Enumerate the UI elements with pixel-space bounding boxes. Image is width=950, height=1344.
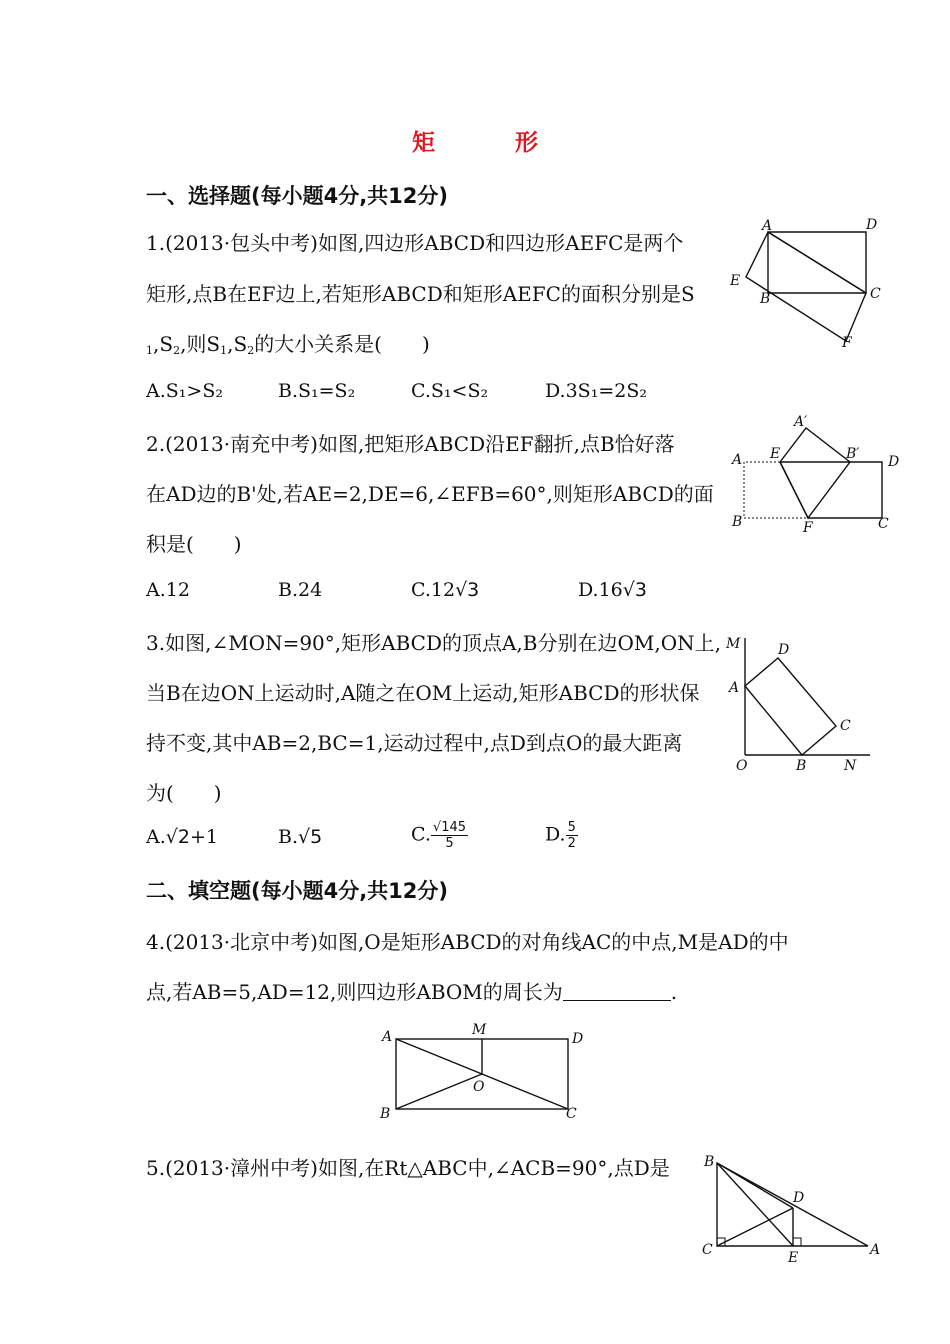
section-heading-fill: 二、填空题(每小题4分,共12分) (146, 879, 449, 903)
q5-segment-bd (717, 1163, 793, 1208)
q4-label-m: M (472, 1022, 487, 1038)
q1-label-c: C (870, 286, 881, 302)
q2-label-a: A (732, 452, 743, 468)
q2-folded-quad (780, 428, 850, 518)
q2-option-c: C.12√3 (411, 579, 480, 601)
q3-label-m: M (726, 636, 741, 652)
q2-option-b: B.24 (278, 579, 323, 601)
q3-option-d: D. $\frac{5}{2}$ (545, 820, 576, 851)
q3-figure (720, 630, 880, 775)
q1-option-c: C.S₁<S₂ (411, 380, 489, 402)
q1-option-b: B.S₁=S₂ (278, 380, 356, 402)
q1-option-a: A.S₁>S₂ (146, 380, 223, 402)
q2-label-f: F (803, 520, 813, 536)
q3-rect-abcd (745, 658, 836, 755)
q3-text-line2: 当B在边ON上运动时,A随之在OM上运动,矩形ABCD的形状保 (146, 681, 700, 705)
q5-label-c: C (702, 1242, 713, 1258)
q5-label-e: E (788, 1250, 799, 1266)
q1-option-d: D.3S₁=2S₂ (545, 380, 647, 402)
q5-segment-cd (717, 1208, 793, 1246)
q5-figure (700, 1148, 890, 1268)
q4-label-c: C (566, 1106, 577, 1122)
q3-label-n: N (844, 758, 857, 774)
q3-label-b: B (796, 758, 807, 774)
q4-answer-blank[interactable] (563, 982, 671, 1001)
q4-text-line1: 4.(2013·北京中考)如图,O是矩形ABCD的对角线AC的中点,M是AD的中 (146, 930, 789, 954)
q5-right-angle-e (793, 1238, 801, 1246)
q2-label-e: E (770, 446, 781, 462)
q2-text-line2: 在AD边的B'处,若AE=2,DE=6,∠EFB=60°,则矩形ABCD的面 (146, 482, 714, 506)
q4-segment-bo (396, 1074, 482, 1109)
q1-label-f: F (842, 335, 852, 351)
q4-label-d: D (572, 1031, 584, 1047)
q2-option-a: A.12 (146, 579, 190, 601)
q3-text-line1: 3.如图,∠MON=90°,矩形ABCD的顶点A,B分别在边OM,ON上, (146, 631, 721, 655)
q5-segment-bd-extension (717, 1163, 793, 1246)
q3-text-line3: 持不变,其中AB=2,BC=1,运动过程中,点D到点O的最大距离 (146, 731, 683, 755)
q5-text-line1: 5.(2013·漳州中考)如图,在Rt△ABC中,∠ACB=90°,点D是 (146, 1156, 670, 1180)
q2-label-d: D (888, 454, 900, 470)
q4-label-o: O (473, 1079, 485, 1095)
q3-label-a: A (729, 680, 740, 696)
q3-label-d: D (778, 642, 790, 658)
q1-text-line2: 矩形,点B在EF边上,若矩形ABCD和矩形AEFC的面积分别是S (146, 282, 695, 306)
q4-figure (370, 1015, 600, 1125)
q3-option-b: B.√5 (278, 826, 323, 848)
q1-figure (720, 210, 910, 355)
q2-option-d: D.16√3 (578, 579, 647, 601)
q1-rect-aefc (746, 232, 866, 341)
q2-text-line3: 积是( ) (146, 532, 242, 556)
q1-label-a: A (762, 218, 773, 234)
q2-text-line1: 2.(2013·南充中考)如图,把矩形ABCD沿EF翻折,点B恰好落 (146, 432, 675, 456)
q2-fold-ef (780, 462, 808, 518)
q2-rect-outline (780, 462, 882, 518)
q1-label-b: B (760, 291, 771, 307)
q4-label-b: B (380, 1106, 391, 1122)
q5-label-d: D (793, 1190, 805, 1206)
q2-label-a1: A′ (794, 414, 808, 430)
q5-label-a: A (870, 1242, 881, 1258)
q3-label-o: O (736, 758, 748, 774)
q5-label-b: B (704, 1154, 715, 1170)
q2-label-b1: B′ (846, 446, 860, 462)
q3-label-c: C (840, 718, 851, 734)
q3-text-line4: 为( ) (146, 781, 222, 805)
q4-text-line2: 点,若AB=5,AD=12,则四边形ABOM的周长为 . (146, 980, 678, 1004)
q3-option-a: A.√2+1 (146, 826, 218, 848)
q1-label-d: D (866, 217, 878, 233)
q1-label-e: E (730, 273, 741, 289)
q2-label-c: C (878, 516, 889, 532)
section-heading-choice: 一、选择题(每小题4分,共12分) (146, 184, 449, 208)
q3-option-c: C. $\frac{√145}{5}$ (411, 820, 467, 851)
q2-label-b: B (732, 514, 743, 530)
page-title: 矩 形 (411, 129, 574, 156)
q4-label-a: A (382, 1029, 393, 1045)
q2-dashed-original (744, 462, 808, 518)
q1-text-line3: $_1,S_2$,则$S_1,S_2$的大小关系是( ) (146, 332, 430, 357)
q2-figure (720, 408, 910, 538)
q1-text-line1: 1.(2013·包头中考)如图,四边形ABCD和四边形AEFC是两个 (146, 231, 684, 255)
